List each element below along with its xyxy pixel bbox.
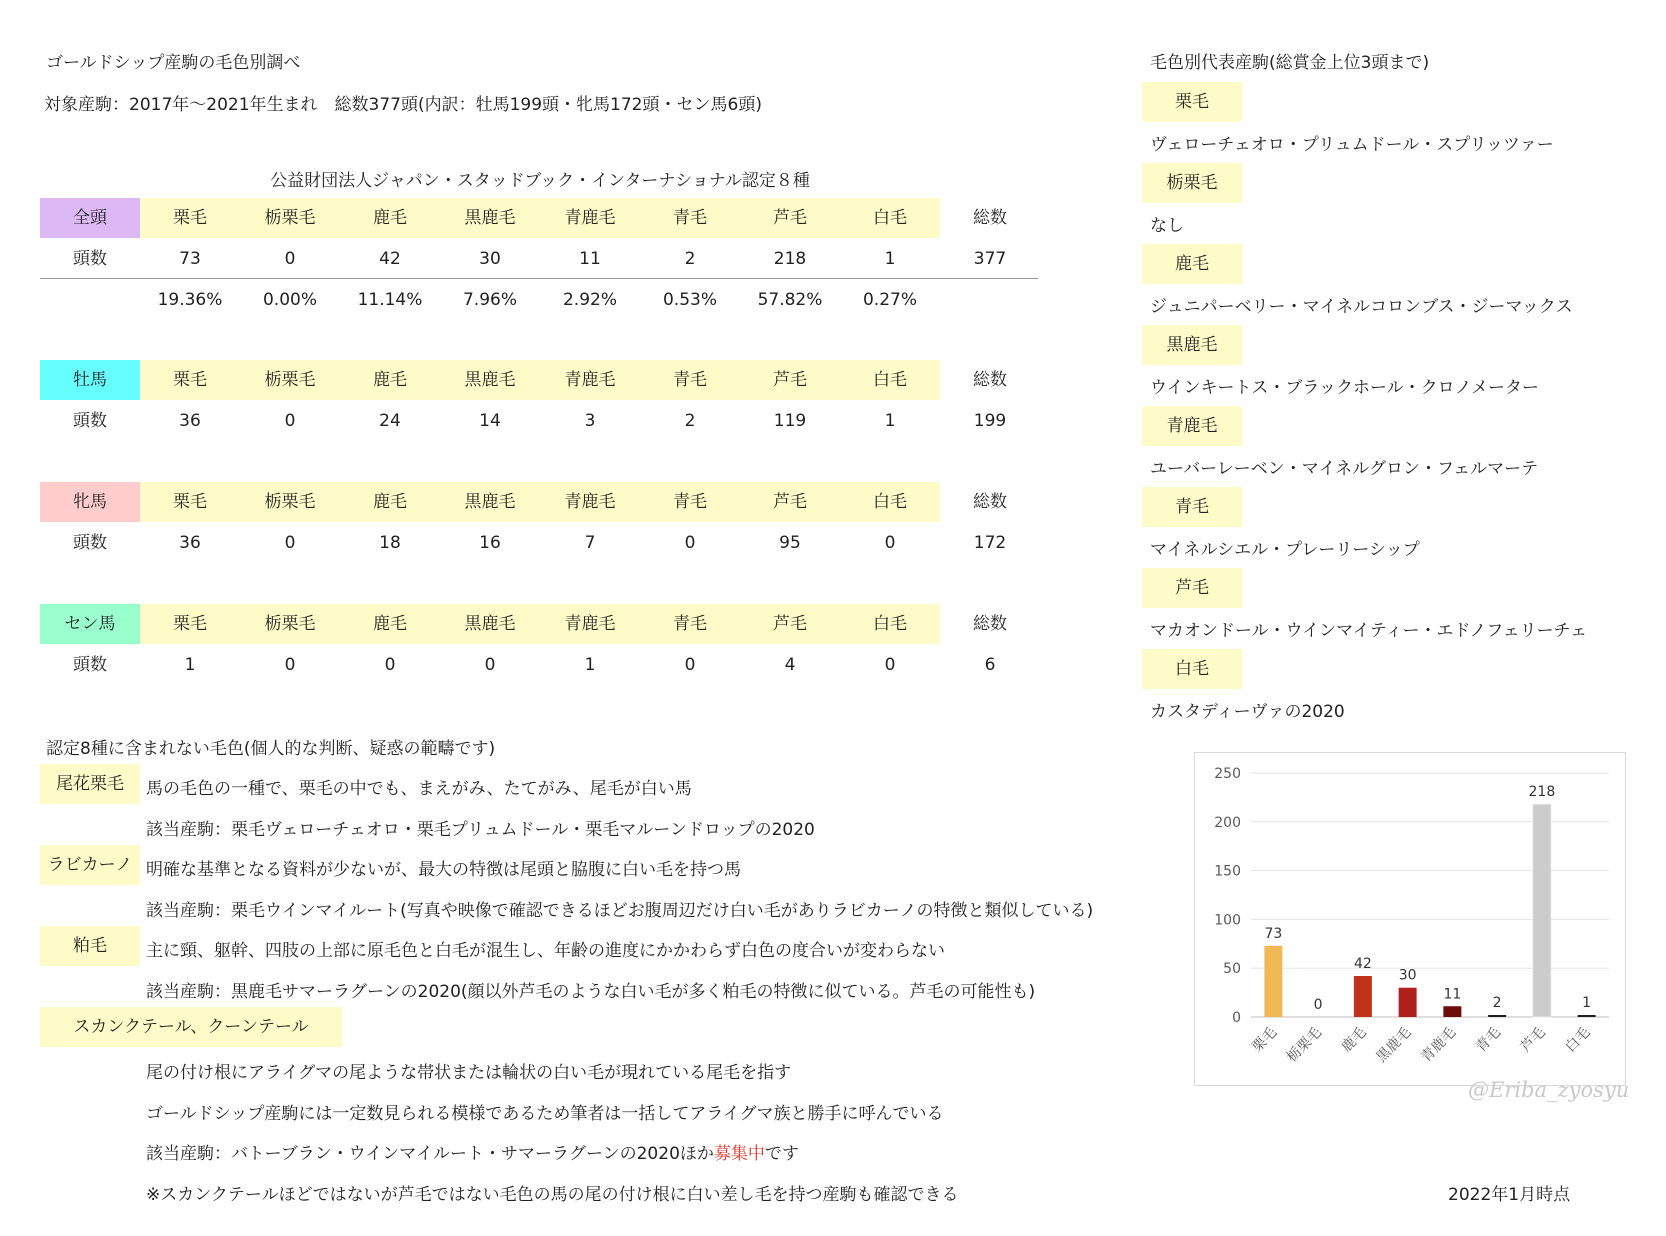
group-label: セン馬 bbox=[40, 604, 140, 644]
percent-cell: 0.53% bbox=[662, 290, 717, 310]
group-label: 牡馬 bbox=[40, 360, 140, 400]
table-divider bbox=[40, 278, 1038, 279]
count-cell: 119 bbox=[773, 411, 807, 431]
count-cell: 0 bbox=[484, 655, 496, 675]
group-label: 牝馬 bbox=[40, 482, 140, 522]
count-cell: 24 bbox=[379, 411, 401, 431]
header-cell: 芦毛 bbox=[740, 198, 840, 238]
x-tick-label: 鹿毛 bbox=[1338, 1024, 1370, 1056]
header-cell: 白毛 bbox=[840, 360, 940, 400]
header-cell: 鹿毛 bbox=[340, 198, 440, 238]
bar bbox=[1578, 1015, 1596, 1017]
header-cell: 栗毛 bbox=[140, 360, 240, 400]
count-cell: 16 bbox=[479, 533, 501, 553]
data-label: 0 bbox=[1313, 997, 1323, 1013]
bar bbox=[1399, 988, 1417, 1017]
row-label: 頭数 bbox=[73, 411, 107, 431]
bar bbox=[1488, 1015, 1506, 1017]
skunk-desc-1: 尾の付け根にアライグマの尾ような帯状または輪状の白い毛が現れている尾毛を指す bbox=[146, 1063, 792, 1083]
count-cell: 11 bbox=[579, 249, 601, 269]
data-label: 11 bbox=[1443, 986, 1462, 1003]
header-cell: 青毛 bbox=[640, 604, 740, 644]
tag-odaka: 尾花栗毛 bbox=[40, 764, 140, 804]
rep-horses: マイネルシエル・プレーリーシップ bbox=[1150, 540, 1420, 560]
rep-color-tag: 青毛 bbox=[1142, 487, 1242, 527]
data-label: 218 bbox=[1528, 784, 1556, 801]
total-cell: 172 bbox=[973, 533, 1007, 553]
count-cell: 42 bbox=[379, 249, 401, 269]
rep-horses: ヴェローチェオロ・プリュムドール・スプリッツァー bbox=[1150, 135, 1554, 155]
x-tick-label: 栗毛 bbox=[1249, 1024, 1281, 1056]
y-tick-label: 200 bbox=[1214, 814, 1241, 831]
count-cell: 3 bbox=[584, 411, 596, 431]
row-label: 頭数 bbox=[73, 533, 107, 553]
rep-horses: マカオンドール・ウインマイティー・エドノフェリーチェ bbox=[1150, 621, 1588, 641]
tag-rabicano: ラビカーノ bbox=[40, 845, 140, 885]
total-cell: 6 bbox=[984, 655, 996, 675]
header-cell: 栗毛 bbox=[140, 482, 240, 522]
data-label: 42 bbox=[1353, 956, 1372, 973]
header-cell: 鹿毛 bbox=[340, 360, 440, 400]
header-cell: 青鹿毛 bbox=[540, 604, 640, 644]
data-label: 73 bbox=[1264, 925, 1283, 942]
count-cell: 218 bbox=[773, 249, 807, 269]
count-cell: 0 bbox=[384, 655, 396, 675]
skunk-example-text: 該当産駒：バトーブラン・ウインマイルート・サマーラグーンの2020ほか bbox=[146, 1144, 714, 1164]
count-cell: 95 bbox=[779, 533, 801, 553]
percent-cell: 2.92% bbox=[562, 290, 617, 310]
rep-horses: ウインキートス・ブラックホール・クロノメーター bbox=[1150, 378, 1539, 398]
total-cell: 199 bbox=[973, 411, 1007, 431]
bar bbox=[1443, 1006, 1461, 1017]
rep-color-tag: 芦毛 bbox=[1142, 568, 1242, 608]
color-count-chart bbox=[1194, 752, 1626, 1086]
footnote: ※スカンクテールほどではないが芦毛ではない毛色の馬の尾の付け根に白い差し毛を持つ産駒も確認できる bbox=[146, 1185, 959, 1205]
count-cell: 18 bbox=[379, 533, 401, 553]
bar bbox=[1533, 804, 1551, 1017]
percent-cell: 0.00% bbox=[262, 290, 317, 310]
count-cell: 0 bbox=[884, 533, 896, 553]
y-tick-label: 50 bbox=[1223, 961, 1241, 978]
data-label: 30 bbox=[1398, 967, 1417, 984]
percent-cell: 57.82% bbox=[757, 290, 823, 310]
header-cell: 青毛 bbox=[640, 198, 740, 238]
x-tick-label: 青毛 bbox=[1472, 1024, 1504, 1056]
header-cell: 栃栗毛 bbox=[240, 604, 340, 644]
x-tick-label: 芦毛 bbox=[1517, 1024, 1549, 1056]
count-cell: 1 bbox=[184, 655, 196, 675]
skunk-desc-2: ゴールドシップ産駒には一定数見られる模様であるため筆者は一括してアライグマ族と勝手に呼んでいる bbox=[146, 1104, 944, 1124]
count-cell: 7 bbox=[584, 533, 596, 553]
header-cell: 白毛 bbox=[840, 604, 940, 644]
total-cell: 377 bbox=[973, 249, 1007, 269]
header-cell: 栗毛 bbox=[140, 604, 240, 644]
row-label: 頭数 bbox=[73, 655, 107, 675]
header-cell: 栃栗毛 bbox=[240, 198, 340, 238]
header-cell: 黒鹿毛 bbox=[440, 198, 540, 238]
rep-horses: ユーバーレーベン・マイネルグロン・フェルマーテ bbox=[1150, 459, 1539, 479]
data-label: 2 bbox=[1492, 995, 1502, 1011]
bar bbox=[1354, 976, 1372, 1017]
percent-cell: 19.36% bbox=[157, 290, 223, 310]
y-tick-label: 0 bbox=[1232, 1010, 1241, 1026]
header-cell: 白毛 bbox=[840, 198, 940, 238]
count-cell: 1 bbox=[884, 249, 896, 269]
count-cell: 1 bbox=[884, 411, 896, 431]
total-header: 総数 bbox=[973, 492, 1007, 512]
header-cell: 黒鹿毛 bbox=[440, 482, 540, 522]
rep-color-tag: 栗毛 bbox=[1142, 82, 1242, 122]
header-cell: 芦毛 bbox=[740, 360, 840, 400]
kasuge-desc: 主に頸、躯幹、四肢の上部に原毛色と白毛が混生し、年齢の進度にかかわらず白色の度合いが変わらない bbox=[146, 941, 945, 961]
bar-chart bbox=[1195, 753, 1625, 1085]
group-label: 全頭 bbox=[40, 198, 140, 238]
tag-skunk: スカンクテール、クーンテール bbox=[40, 1007, 342, 1047]
y-tick-label: 250 bbox=[1214, 766, 1241, 782]
percent-cell: 0.27% bbox=[862, 290, 917, 310]
representatives-title: 毛色別代表産駒(総賞金上位3頭まで) bbox=[1150, 53, 1430, 73]
x-tick-label: 黒鹿毛 bbox=[1373, 1024, 1415, 1066]
x-tick-label: 白毛 bbox=[1562, 1024, 1594, 1056]
skunk-example-tail: です bbox=[764, 1144, 799, 1164]
count-cell: 73 bbox=[179, 249, 201, 269]
count-cell: 4 bbox=[784, 655, 796, 675]
total-header: 総数 bbox=[973, 208, 1007, 228]
y-tick-label: 150 bbox=[1214, 863, 1241, 880]
count-cell: 36 bbox=[179, 411, 201, 431]
skunk-example bbox=[146, 1139, 799, 1164]
rabicano-example: 該当産駒：栗毛ウインマイルート(写真や映像で確認できるほどお腹周辺だけ白い毛がありラビカーノの特徴と類似している) bbox=[146, 901, 1094, 921]
header-cell: 黒鹿毛 bbox=[440, 604, 540, 644]
total-header: 総数 bbox=[973, 614, 1007, 634]
count-cell: 1 bbox=[584, 655, 596, 675]
x-tick-label: 栃栗毛 bbox=[1283, 1024, 1325, 1066]
y-tick-label: 100 bbox=[1214, 912, 1241, 929]
header-cell: 鹿毛 bbox=[340, 604, 440, 644]
percent-cell: 11.14% bbox=[357, 290, 423, 310]
recruiting-note: 募集中 bbox=[713, 1144, 765, 1164]
count-cell: 2 bbox=[684, 411, 696, 431]
count-cell: 0 bbox=[284, 655, 296, 675]
page-title: ゴールドシップ産駒の毛色別調べ bbox=[46, 53, 301, 73]
odaka-example: 該当産駒：栗毛ヴェローチェオロ・栗毛プリュムドール・栗毛マルーンドロップの2020 bbox=[146, 820, 815, 840]
header-cell: 青鹿毛 bbox=[540, 482, 640, 522]
count-cell: 14 bbox=[479, 411, 501, 431]
odaka-desc: 馬の毛色の一種で、栗毛の中でも、まえがみ、たてがみ、尾毛が白い馬 bbox=[146, 779, 692, 799]
header-cell: 鹿毛 bbox=[340, 482, 440, 522]
rep-color-tag: 青鹿毛 bbox=[1142, 406, 1242, 446]
date-note: 2022年1月時点 bbox=[1448, 1185, 1571, 1205]
header-cell: 黒鹿毛 bbox=[440, 360, 540, 400]
count-cell: 0 bbox=[884, 655, 896, 675]
count-cell: 0 bbox=[284, 249, 296, 269]
rep-color-tag: 栃栗毛 bbox=[1142, 163, 1242, 203]
total-header: 総数 bbox=[973, 370, 1007, 390]
row-label: 頭数 bbox=[73, 249, 107, 269]
rep-color-tag: 白毛 bbox=[1142, 649, 1242, 689]
rep-horses: なし bbox=[1150, 216, 1184, 236]
count-cell: 0 bbox=[684, 533, 696, 553]
count-cell: 0 bbox=[684, 655, 696, 675]
rabicano-desc: 明確な基準となる資料が少ないが、最大の特徴は尾頭と脇腹に白い毛を持つ馬 bbox=[146, 860, 741, 880]
header-cell: 芦毛 bbox=[740, 604, 840, 644]
count-cell: 0 bbox=[284, 411, 296, 431]
tag-kasuge: 粕毛 bbox=[40, 926, 140, 966]
count-cell: 0 bbox=[284, 533, 296, 553]
percent-cell: 7.96% bbox=[462, 290, 517, 310]
rep-horses: カスタディーヴァの2020 bbox=[1150, 702, 1345, 722]
subtitle: 対象産駒：2017年～2021年生まれ 総数377頭(内訳：牡馬199頭・牝馬172頭・セン馬6頭) bbox=[44, 95, 762, 115]
watermark: @Eriba_zyosyu bbox=[1468, 1078, 1630, 1102]
kasuge-example: 該当産駒：黒鹿毛サマーラグーンの2020(顔以外芦毛のような白い毛が多く粕毛の特徴に似ている。芦毛の可能性も) bbox=[146, 982, 1036, 1002]
table-caption: 公益財団法人ジャパン・スタッドブック・インターナショナル認定８種 bbox=[270, 171, 810, 191]
count-cell: 36 bbox=[179, 533, 201, 553]
header-cell: 青鹿毛 bbox=[540, 198, 640, 238]
header-cell: 芦毛 bbox=[740, 482, 840, 522]
header-cell: 青毛 bbox=[640, 360, 740, 400]
rep-color-tag: 黒鹿毛 bbox=[1142, 325, 1242, 365]
x-tick-label: 青鹿毛 bbox=[1418, 1024, 1460, 1066]
count-cell: 30 bbox=[479, 249, 501, 269]
rep-horses: ジュニパーベリー・マイネルコロンブス・ジーマックス bbox=[1150, 297, 1573, 317]
header-cell: 青毛 bbox=[640, 482, 740, 522]
header-cell: 栃栗毛 bbox=[240, 482, 340, 522]
bar bbox=[1264, 946, 1282, 1017]
nonstandard-title: 認定8種に含まれない毛色(個人的な判断、疑惑の範疇です) bbox=[46, 739, 496, 759]
data-label: 1 bbox=[1582, 995, 1592, 1011]
count-cell: 2 bbox=[684, 249, 696, 269]
header-cell: 青鹿毛 bbox=[540, 360, 640, 400]
header-cell: 栃栗毛 bbox=[240, 360, 340, 400]
header-cell: 白毛 bbox=[840, 482, 940, 522]
rep-color-tag: 鹿毛 bbox=[1142, 244, 1242, 284]
header-cell: 栗毛 bbox=[140, 198, 240, 238]
